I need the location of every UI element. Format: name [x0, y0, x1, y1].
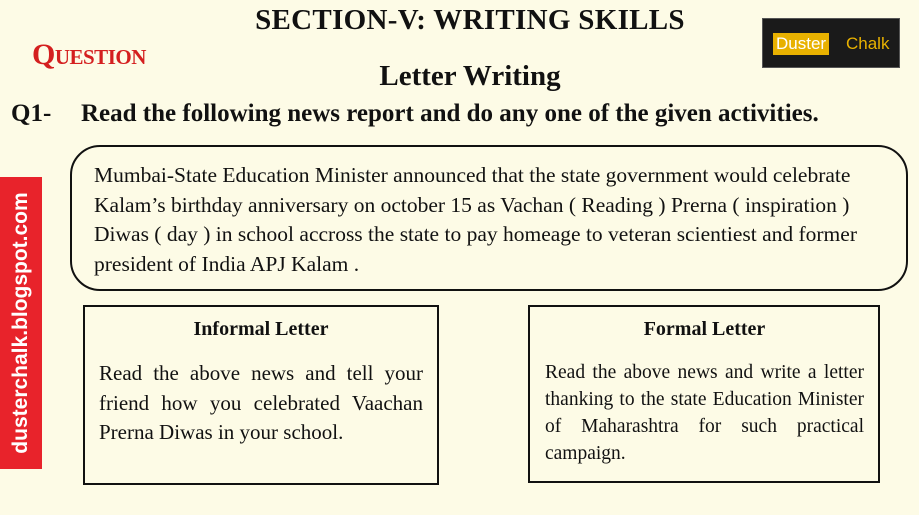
formal-letter-heading: Formal Letter: [643, 318, 766, 340]
question-instruction: Read the following news report and do any one of the given activities.: [81, 100, 819, 127]
question-label: Question: [32, 38, 146, 71]
question-number: Q1-: [11, 100, 52, 127]
brand-chalk-text: Chalk: [846, 34, 890, 53]
brand-duster-text: Duster: [773, 33, 829, 55]
news-report-box: [70, 145, 908, 291]
page-subtitle: Letter Writing: [379, 60, 561, 92]
side-banner[interactable]: [0, 177, 42, 469]
formal-letter-task: Read the above news and write a letter thanking to the state Education Minister of Maharashtra for such practical campaign.: [545, 362, 864, 464]
informal-letter-task: Read the above news and tell your friend how you celebrated Vaachan Prerna Diwas in your school.: [99, 361, 423, 444]
formal-letter-box: [528, 305, 880, 483]
informal-letter-box: [83, 305, 439, 485]
side-banner-text: dusterchalk.blogspot.com: [9, 192, 32, 454]
section-title: SECTION-V: WRITING SKILLS: [255, 4, 685, 36]
informal-letter-heading: Informal Letter: [193, 318, 329, 340]
brand-logo[interactable]: [762, 18, 900, 68]
news-report-text: Mumbai-State Education Minister announced that the state government would celebrate Kalam’s birthday anniversary on october 15 as Vachan ( Reading ) Prerna ( inspiration ) Diwas ( day ) in school accross the state to pay homeage to veteran scientiest and former president of India APJ Kalam .: [94, 163, 857, 276]
